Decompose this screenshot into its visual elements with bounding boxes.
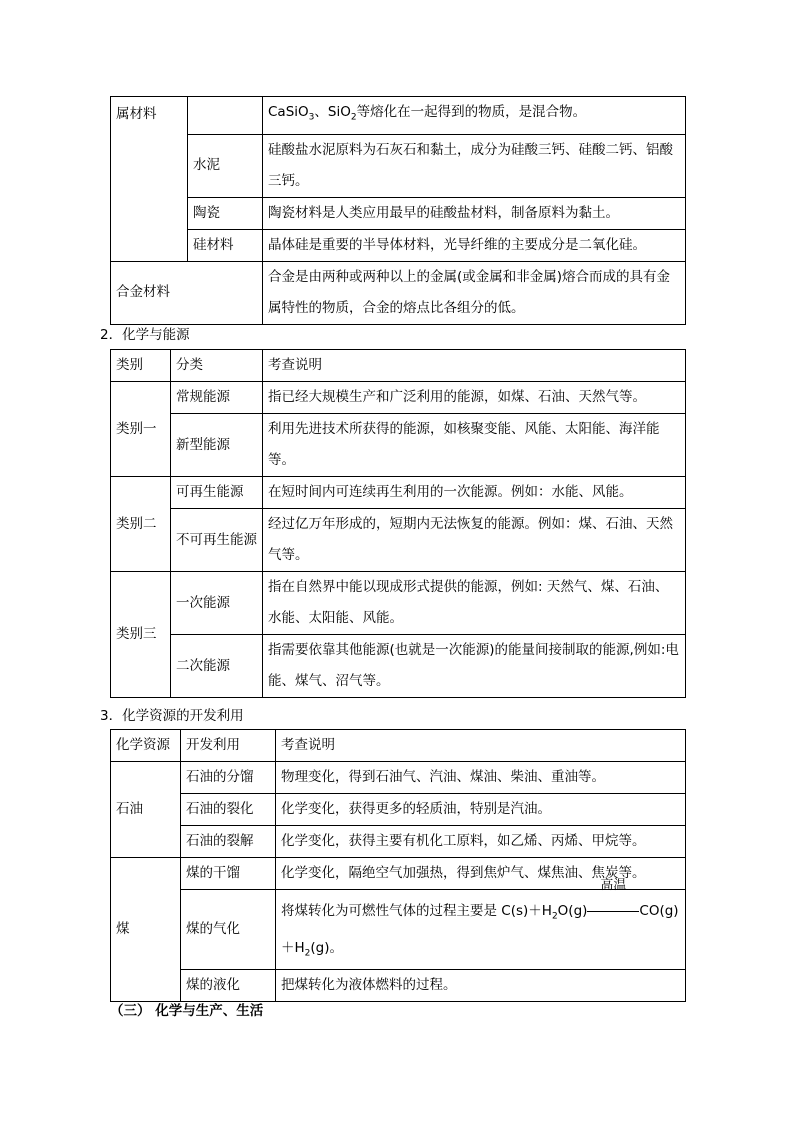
table-cell-description — [276, 878, 686, 970]
table-cell-subcategory: 陶瓷 — [188, 197, 263, 229]
resources-table — [110, 729, 686, 1002]
reaction-arrow — [587, 878, 639, 927]
table-cell-subcategory: 常规能源 — [171, 382, 263, 414]
table-cell-subcategory: 水泥 — [188, 134, 263, 197]
table-cell-description: 物理变化，得到石油气、汽油、煤油、柴油、重油等。 — [276, 762, 686, 794]
table-cell-description: 硅酸盐水泥原料为石灰石和黏土，成分为硅酸三钙、硅酸二钙、铝酸三钙。 — [263, 134, 686, 197]
table-row — [111, 414, 686, 477]
equation-line-1: 将煤转化为可燃性气体的过程主要是 $C(s)+H_2O(g)$ 高温 CO(g) — [281, 903, 679, 919]
table-cell-description: CaSiO$_3$、SiO$_2$等熔化在一起得到的物质，是混合物。 — [263, 97, 686, 135]
table-cell-description: 利用先进技术所获得的能源，如核聚变能、风能、太阳能、海洋能等。 — [263, 414, 686, 477]
table-cell-subcategory: 煤的干馏 — [181, 858, 276, 890]
table-cell-description: 指在自然界中能以现成形式提供的能源，例如: 天然气、煤、石油、水能、太阳能、风能。 — [263, 572, 686, 635]
table-cell-subcategory: 硅材料 — [188, 229, 263, 261]
energy-table — [110, 349, 686, 698]
table-row — [111, 134, 686, 197]
table-cell-description: 指已经大规模生产和广泛利用的能源，如煤、石油、天然气等。 — [263, 382, 686, 414]
table-cell-description: 晶体硅是重要的半导体材料，光导纤维的主要成分是二氧化硅。 — [263, 229, 686, 261]
table-cell-subcategory: 煤的液化 — [181, 970, 276, 1002]
table-row — [111, 635, 686, 698]
table-row — [111, 229, 686, 261]
table-cell-subcategory: 可再生能源 — [171, 477, 263, 509]
section-heading-energy: 2．化学与能源 — [100, 327, 190, 343]
table-header: 类别 — [111, 350, 171, 382]
reaction-condition: 高温 — [600, 878, 627, 893]
table-cell-subcategory: 石油的分馏 — [181, 762, 276, 794]
table-cell-description: 化学变化，获得主要有机化工原料，如乙烯、丙烯、甲烷等。 — [276, 826, 686, 858]
table-row — [111, 261, 686, 324]
table-row — [111, 197, 686, 229]
table-cell-description: 在短时间内可连续再生利用的一次能源。例如：水能、风能。 — [263, 477, 686, 509]
table-header-row — [111, 730, 686, 762]
table-cell-description: 陶瓷材料是人类应用最早的硅酸盐材料，制备原料为黏土。 — [263, 197, 686, 229]
table-cell-subcategory — [188, 97, 263, 135]
table-cell-description: 合金是由两种或两种以上的金属(或金属和非金属)熔合而成的具有金属特性的物质，合金的熔点比各组分的低。 — [263, 261, 686, 324]
section-heading-resources: 3．化学资源的开发利用 — [100, 708, 244, 724]
table-cell-category: 石油 — [111, 762, 181, 858]
table-cell-category: 属材料 — [111, 97, 188, 262]
table-cell-description: 经过亿万年形成的，短期内无法恢复的能源。例如：煤、石油、天然气等。 — [263, 509, 686, 572]
table-row — [111, 572, 686, 635]
table-cell-subcategory: 石油的裂解 — [181, 826, 276, 858]
table-row — [111, 509, 686, 572]
table-cell-description: 指需要依靠其他能源(也就是一次能源)的能量间接制取的能源,例如:电能、煤气、沼气等。 — [263, 635, 686, 698]
table-row — [111, 826, 686, 858]
table-cell-subcategory: 二次能源 — [171, 635, 263, 698]
table-row — [111, 970, 686, 1002]
equation-line-2: $+H_2(g)$。 — [281, 939, 343, 959]
table-cell-category: 煤 — [111, 858, 181, 1002]
table-cell-subcategory: 一次能源 — [171, 572, 263, 635]
table-cell-category: 类别一 — [111, 382, 171, 477]
table-header: 考查说明 — [263, 350, 686, 382]
table-row — [111, 890, 686, 970]
table-cell-description: 化学变化，获得更多的轻质油，特别是汽油。 — [276, 794, 686, 826]
table-row — [111, 794, 686, 826]
table-row — [111, 382, 686, 414]
table-cell-description: 把煤转化为液体燃料的过程。 — [276, 970, 686, 1002]
table-header: 分类 — [171, 350, 263, 382]
table-cell-subcategory: 煤的气化 — [181, 890, 276, 970]
section-heading-production-life: （三） 化学与生产、生活 — [110, 1003, 264, 1019]
table-cell-subcategory: 不可再生能源 — [171, 509, 263, 572]
materials-table — [110, 96, 686, 325]
table-cell-category: 合金材料 — [111, 261, 263, 324]
table-header: 化学资源 — [111, 730, 181, 762]
table-header: 开发利用 — [181, 730, 276, 762]
table-row — [111, 762, 686, 794]
table-cell-subcategory: 石油的裂化 — [181, 794, 276, 826]
table-header: 考查说明 — [276, 730, 686, 762]
table-cell-category: 类别三 — [111, 572, 171, 698]
table-header-row — [111, 350, 686, 382]
table-row — [111, 97, 686, 135]
table-cell-description: 化学变化，隔绝空气加强热，得到焦炉气、煤焦油、焦炭等。 — [276, 858, 686, 890]
table-row — [111, 477, 686, 509]
table-cell-category: 类别二 — [111, 477, 171, 572]
table-cell-subcategory: 新型能源 — [171, 414, 263, 477]
